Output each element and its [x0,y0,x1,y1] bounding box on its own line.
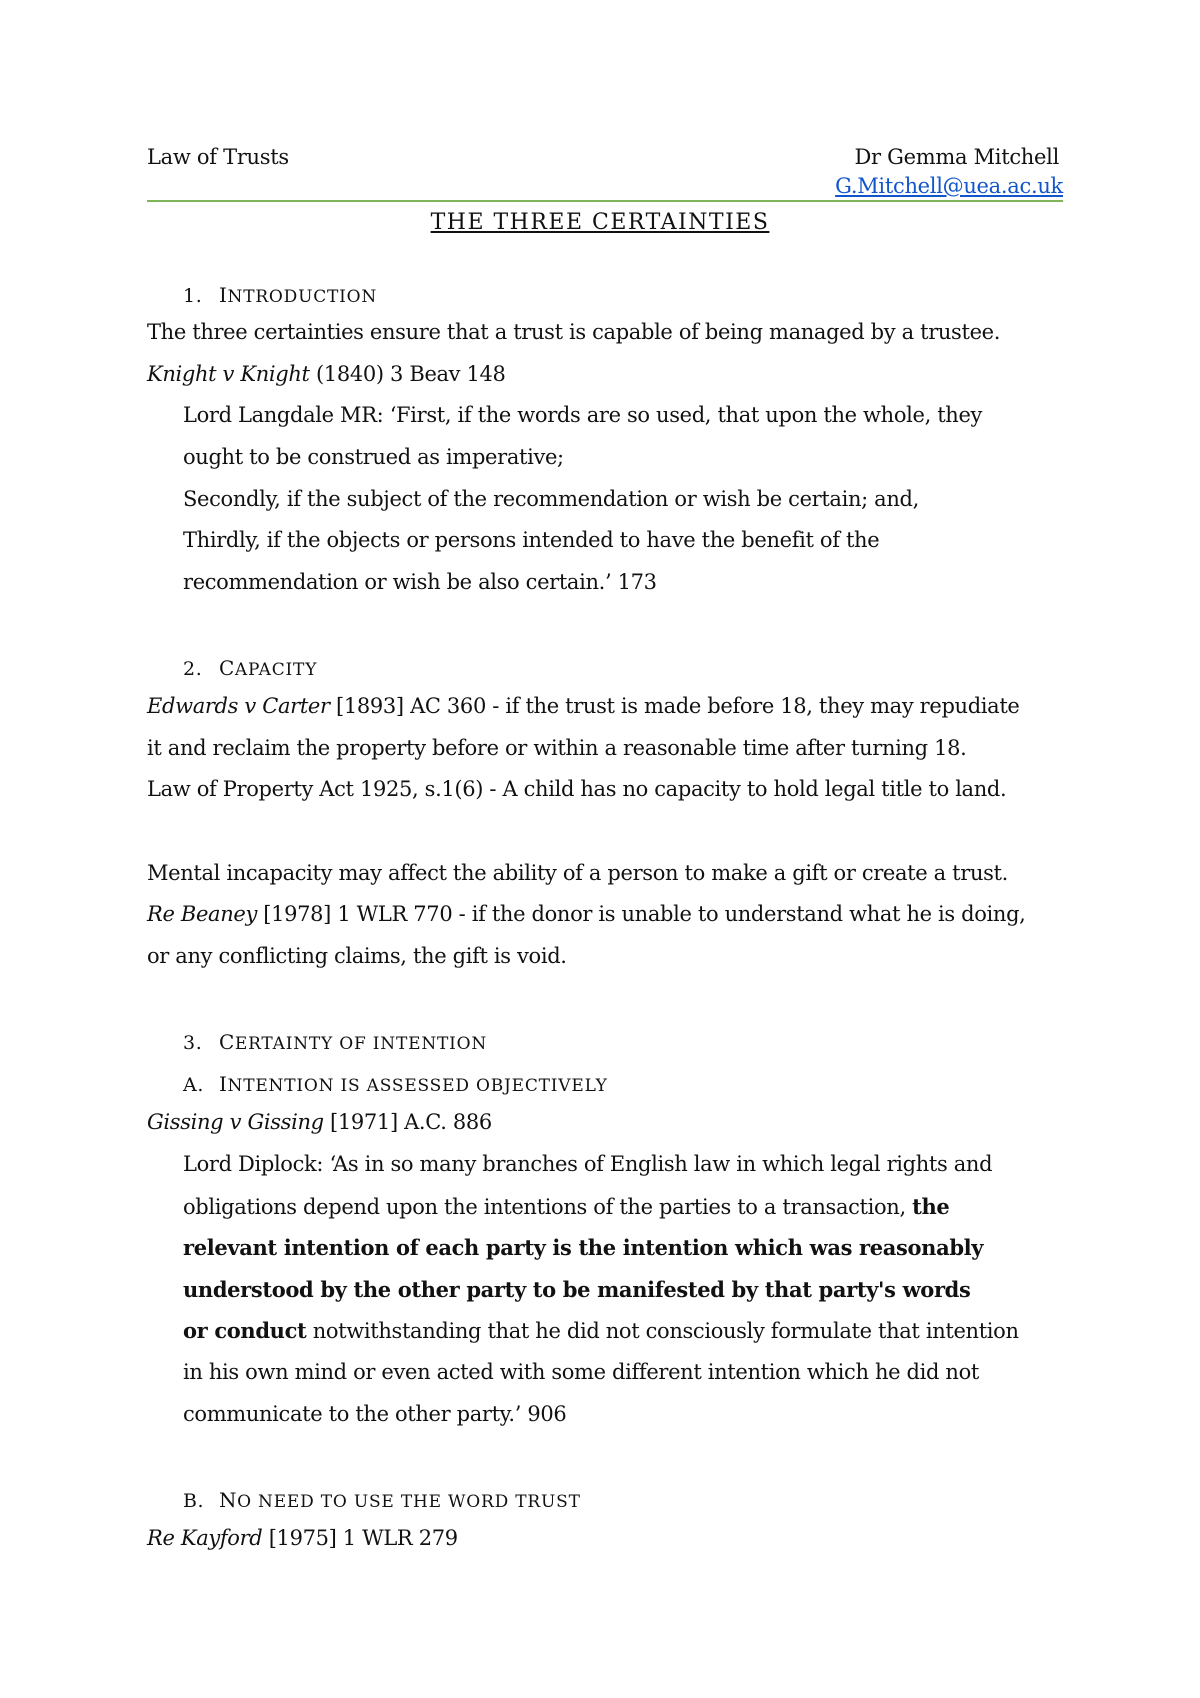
quote-emphasis: relevant intention of each party is the intention which was reasonably [183,1235,984,1260]
paragraph: The three certainties ensure that a trust is capable of being managed by a trustee. [147,320,1001,344]
subsection-letter: A. [183,1074,204,1096]
case-citation [147,1526,458,1550]
author-name: Dr Gemma Mitchell [854,145,1059,169]
quote-line: communicate to the other party.’ 906 [183,1402,567,1426]
citation: [1975] 1 WLR 279 [262,1526,458,1550]
quote-line [183,1277,970,1302]
subheading-intention-objective [183,1072,608,1096]
case-name: Knight v Knight [147,362,310,386]
quote-line: in his own mind or even acted with some different intention which he did not [183,1360,979,1384]
case-citation [147,1110,492,1134]
case-citation [147,902,1026,926]
section-number: 1. [183,285,203,307]
heading-initial: N [219,1488,238,1512]
case-citation [147,362,506,386]
citation: [1978] 1 WLR 770 - if the donor is unable to understand what he is doing, [256,902,1026,926]
heading-initial: C [219,1030,235,1054]
heading-rest: O NEED TO USE THE WORD TRUST [237,1492,581,1512]
citation: (1840) 3 Beav 148 [309,362,506,386]
heading-initial: I [219,283,228,307]
quote-line: recommendation or wish be also certain.’ 173 [183,570,657,594]
section-number: 2. [183,658,203,680]
page-title: THE THREE CERTAINTIES [430,210,770,235]
section-number: 3. [183,1032,203,1054]
quote-text: obligations depend upon the intentions of the parties to a transaction, [183,1195,913,1219]
heading-rest: ERTAINTY OF INTENTION [234,1034,488,1054]
quote-line: Thirdly, if the objects or persons intended to have the benefit of the [183,528,880,552]
quote-line [183,1194,949,1219]
case-citation [147,694,1020,718]
paragraph-line: or any conflicting claims, the gift is void. [147,944,567,968]
quote-line [183,1235,983,1260]
case-name: Gissing v Gissing [147,1110,324,1134]
heading-initial: I [219,1072,228,1096]
quote-line: ought to be construed as imperative; [183,445,564,469]
author-email-link[interactable]: G.Mitchell@uea.ac.uk [835,174,1063,198]
heading-initial: C [219,656,235,680]
quote-line: Lord Langdale MR: ‘First, if the words are so used, that upon the whole, they [183,403,983,427]
course-name: Law of Trusts [147,145,289,169]
paragraph-line: it and reclaim the property before or within a reasonable time after turning 18. [147,736,967,760]
heading-rest: NTENTION IS ASSESSED OBJECTIVELY [227,1076,608,1096]
heading-rest: APACITY [234,660,318,680]
quote-emphasis: the [912,1194,950,1219]
citation: [1893] AC 360 - if the trust is made before 18, they may repudiate [329,694,1020,718]
header-divider [147,200,1063,202]
quote-line: Secondly, if the subject of the recommendation or wish be certain; and, [183,487,919,511]
quote-line: Lord Diplock: ‘As in so many branches of English law in which legal rights and [183,1152,993,1176]
case-name: Edwards v Carter [147,694,330,718]
subsection-letter: B. [183,1490,205,1512]
section-heading-certainty-of-intention [183,1030,487,1054]
quote-emphasis: understood by the other party to be manifested by that party's words [183,1277,971,1302]
quote-line [183,1318,1019,1343]
paragraph: Mental incapacity may affect the ability of a person to make a gift or create a trust. [147,861,1008,885]
section-heading-introduction [183,283,377,307]
quote-emphasis: or conduct [183,1318,307,1343]
quote-text: notwithstanding that he did not consciously formulate that intention [306,1319,1019,1343]
statute-line: Law of Property Act 1925, s.1(6) - A child has no capacity to hold legal title to land. [147,777,1007,801]
case-name: Re Beaney [147,902,257,926]
citation: [1971] A.C. 886 [323,1110,492,1134]
subheading-no-need-for-word-trust [183,1488,581,1512]
heading-rest: NTRODUCTION [227,287,378,307]
case-name: Re Kayford [147,1526,263,1550]
section-heading-capacity [183,656,317,680]
